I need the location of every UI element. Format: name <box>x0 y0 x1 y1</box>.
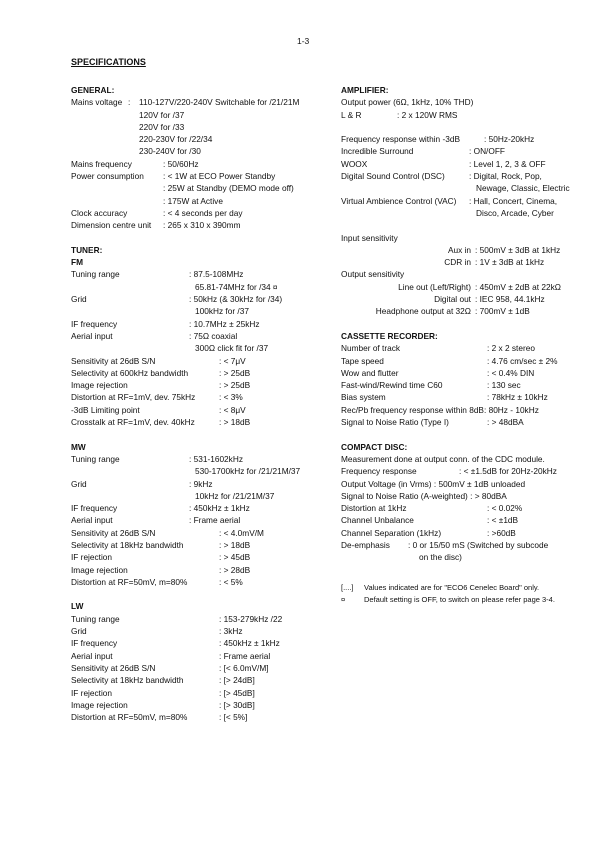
spec-value: : IEC 958, 44.1kHz <box>475 294 545 305</box>
spec-label: Distortion at 1kHz <box>341 503 407 514</box>
spec-label: Distortion at RF=50mV, m=80% <box>71 712 188 723</box>
spec-value: : < ±1dB <box>487 515 519 526</box>
spec-value: : 25W at Standby (DEMO mode off) <box>163 183 294 194</box>
spec-value: : 87.5-108MHz <box>189 269 244 280</box>
spec-value: : > 25dB <box>219 380 251 391</box>
spec-value: : 0 or 15/50 mS (Switched by subcode <box>408 539 549 550</box>
spec-label: Aux in <box>447 244 471 255</box>
footnote-mark: [....] <box>341 582 354 592</box>
spec-value: : Hall, Concert, Cinema, <box>469 195 558 206</box>
spec-value: 530-1700kHz for /21/21M/37 <box>195 466 301 477</box>
spec-label: Distortion at RF=50mV, m=80% <box>71 576 188 587</box>
spec-label: Aerial input <box>71 330 113 341</box>
spec-label: Grid <box>71 626 87 637</box>
spec-label: Power consumption <box>71 171 144 182</box>
spec-value: : 700mV ± 1dB <box>475 306 530 317</box>
footnote <box>341 582 581 594</box>
right-column <box>341 84 581 606</box>
spec-label: Channel Separation (1kHz) <box>341 527 442 538</box>
spec-label: Clock accuracy <box>71 207 128 218</box>
spec-label: Bias system <box>341 392 386 403</box>
spec-label: Tuning range <box>71 613 120 624</box>
spec-value: : Frame aerial <box>189 515 241 526</box>
spec-value: 10kHz for /21/21M/37 <box>195 490 275 501</box>
spec-value: : 2 x 2 stereo <box>487 343 535 354</box>
output-power-text: Output power (6Ω, 1kHz, 10% THD) <box>341 97 474 108</box>
spec-label: Selectivity at 600kHz bandwidth <box>71 367 189 378</box>
spec-label: L & R <box>341 109 362 120</box>
footnote-mark: ¤ <box>341 594 346 604</box>
spec-value: : > 45dB <box>219 552 251 563</box>
spec-label: IF rejection <box>71 687 113 698</box>
spec-label: Aerial input <box>71 650 113 661</box>
spec-value: : 450kHz ± 1kHz <box>189 503 250 514</box>
spec-value: : 50Hz-20kHz <box>484 134 535 145</box>
spec-value: : > 48dBA <box>487 417 524 428</box>
footnote-text: Default setting is OFF, to switch on please refer page 3-4. <box>364 594 555 604</box>
spec-value: Disco, Arcade, Cyber <box>476 207 554 218</box>
spec-label: Headphone output at 32Ω <box>375 306 471 317</box>
mains-voltage-value: 110-127V/220-240V Switchable for /21/21M <box>139 97 300 108</box>
spec-label: IF frequency <box>71 318 118 329</box>
spec-value: : [> 45dB] <box>219 687 255 698</box>
spec-label: Image rejection <box>71 699 128 710</box>
mains-frequency-row <box>71 158 336 170</box>
spec-value: : 75Ω coaxial <box>189 330 238 341</box>
spec-label: Tuning range <box>71 453 120 464</box>
spec-label: IF frequency <box>71 638 118 649</box>
general-heading: GENERAL: <box>71 85 115 95</box>
spec-label: Sensitivity at 26dB S/N <box>71 662 156 673</box>
spec-value: : Level 1, 2, 3 & OFF <box>469 158 546 169</box>
footnote-text: Values indicated are for "ECO6 Cenelec Board" only. <box>364 582 540 592</box>
spec-label: Image rejection <box>71 380 128 391</box>
spec-label: Tuning range <box>71 269 120 280</box>
spec-label: Crosstalk at RF=1mV, dev. 40kHz <box>71 417 195 428</box>
spec-label: Tape speed <box>341 355 384 366</box>
recpb-text: Rec/Pb frequency response within 8dB: 80Hz - 10kHz <box>341 404 539 415</box>
spec-value: : 4.76 cm/sec ± 2% <box>487 355 558 366</box>
spec-value: : 50/60Hz <box>163 158 199 169</box>
spec-label: Fast-wind/Rewind time C60 <box>341 380 443 391</box>
cd-heading: COMPACT DISC: <box>341 441 408 452</box>
spec-value: : 531-1602kHz <box>189 453 243 464</box>
mains-voltage-value: 230-240V for /30 <box>139 146 201 157</box>
dimension-row <box>71 219 336 231</box>
spec-label: Line out (Left/Right) <box>398 281 471 292</box>
spec-value: : > 25dB <box>219 367 251 378</box>
spec-value: : < 4 seconds per day <box>163 207 243 218</box>
spec-value: : 9kHz <box>189 478 213 489</box>
spec-label: Digital out <box>434 294 471 305</box>
spec-value: : 78kHz ± 10kHz <box>487 392 548 403</box>
mains-voltage-sep: : <box>128 97 131 108</box>
spec-value: : Digital, Rock, Pop, <box>469 171 542 182</box>
spec-value: : >60dB <box>487 527 516 538</box>
spec-label: Selectivity at 18kHz bandwidth <box>71 539 184 550</box>
spec-value: : > 18dB <box>219 539 251 550</box>
output-voltage-text: Output Voltage (in Vrms) : 500mV ± 1dB unloaded <box>341 478 526 489</box>
spec-label: Virtual Ambience Control (VAC) <box>341 195 457 206</box>
spec-label: CDR in <box>444 257 471 268</box>
spec-label: -3dB Limiting point <box>71 404 140 415</box>
spec-value: : 153-279kHz /22 <box>219 613 283 624</box>
spec-value: : Frame aerial <box>219 650 271 661</box>
spec-label: Grid <box>71 478 87 489</box>
amplifier-heading: AMPLIFIER: <box>341 85 389 95</box>
spec-value: : 1V ± 3dB at 1kHz <box>475 257 545 268</box>
spec-value: 100kHz for /37 <box>195 306 249 317</box>
left-column <box>71 84 336 723</box>
spec-label: IF frequency <box>71 503 118 514</box>
spec-label: Sensitivity at 26dB S/N <box>71 527 156 538</box>
mw-heading: MW <box>71 441 86 452</box>
spec-label: Frequency response <box>341 466 417 477</box>
spec-label: Signal to Noise Ratio (Type I) <box>341 417 449 428</box>
page-title: SPECIFICATIONS <box>71 57 146 67</box>
spec-value: : [< 6.0mV/M] <box>219 662 269 673</box>
spec-value: : [< 5%] <box>219 712 248 723</box>
power-consumption-row <box>71 170 336 182</box>
spec-value: Newage, Classic, Electric <box>476 183 570 194</box>
spec-label: Sensitivity at 26dB S/N <box>71 355 156 366</box>
spec-value: : 50kHz (& 30kHz for /34) <box>189 294 283 305</box>
mains-voltage-label: Mains voltage <box>71 97 123 108</box>
spec-value: : 265 x 310 x 390mm <box>163 220 241 231</box>
spec-value: 65.81-74MHz for /34 ¤ <box>195 281 278 292</box>
spec-value: : 500mV ± 3dB at 1kHz <box>475 244 561 255</box>
spec-label: Aerial input <box>71 515 113 526</box>
spec-value: : < 0.4% DIN <box>487 367 535 378</box>
mains-voltage-value: 120V for /37 <box>139 109 185 120</box>
lw-heading: LW <box>71 601 84 612</box>
output-sensitivity-text: Output sensitivity <box>341 269 405 280</box>
spec-value: : 450mV ± 2dB at 22kΩ <box>475 281 561 292</box>
spec-value: : < 3% <box>219 392 243 403</box>
spec-value: : < 8μV <box>219 404 246 415</box>
spec-value: : 10.7MHz ± 25kHz <box>189 318 260 329</box>
spec-value: : [> 24dB] <box>219 675 255 686</box>
spec-value: : < 0.02% <box>487 503 523 514</box>
spec-value: 300Ω click fit for /37 <box>195 343 269 354</box>
mains-voltage-value: 220-230V for /22/34 <box>139 134 213 145</box>
tuner-heading: TUNER: <box>71 244 103 255</box>
spec-value: : < 1W at ECO Power Standby <box>163 171 276 182</box>
spec-value: : < 4.0mV/M <box>219 527 264 538</box>
spec-label: Grid <box>71 294 87 305</box>
spec-value: : 450kHz ± 1kHz <box>219 638 280 649</box>
spec-label: Channel Unbalance <box>341 515 414 526</box>
spec-value: : > 28dB <box>219 564 251 575</box>
fm-heading: FM <box>71 257 83 268</box>
spec-label: Mains frequency <box>71 158 132 169</box>
spec-label: Image rejection <box>71 564 128 575</box>
spec-value: : < ±1.5dB for 20Hz-20kHz <box>459 466 557 477</box>
spec-label: IF rejection <box>71 552 113 563</box>
mains-voltage-value: 220V for /33 <box>139 121 185 132</box>
input-sensitivity-text: Input sensitivity <box>341 232 398 243</box>
spec-value: : 130 sec <box>487 380 521 391</box>
spec-label: Frequency response within -3dB <box>341 134 460 145</box>
cassette-heading: CASSETTE RECORDER: <box>341 330 438 341</box>
footnote <box>341 594 581 606</box>
spec-label: De-emphasis <box>341 539 390 550</box>
spec-label: Distortion at RF=1mV, dev. 75kHz <box>71 392 196 403</box>
spec-label: WOOX <box>341 158 368 169</box>
spec-value: : ON/OFF <box>469 146 505 157</box>
spec-value: : 175W at Active <box>163 195 223 206</box>
mains-voltage-row <box>71 96 336 108</box>
spec-value: : 3kHz <box>219 626 243 637</box>
spec-value: : < 5% <box>219 576 243 587</box>
measurement-text: Measurement done at output conn. of the CDC module. <box>341 453 545 464</box>
spec-label: Digital Sound Control (DSC) <box>341 171 445 182</box>
spec-value: : > 18dB <box>219 417 251 428</box>
cd-snr-text: Signal to Noise Ratio (A-weighted) : > 80dBA <box>341 490 507 501</box>
spec-label: Dimension centre unit <box>71 220 152 231</box>
spec-label: Number of track <box>341 343 401 354</box>
spec-value: : < 7μV <box>219 355 246 366</box>
spec-label: Incredible Surround <box>341 146 414 157</box>
spec-value: : [> 30dB] <box>219 699 255 710</box>
spec-value: on the disc) <box>419 552 462 563</box>
spec-label: Selectivity at 18kHz bandwidth <box>71 675 184 686</box>
spec-label: Wow and flutter <box>341 367 399 378</box>
spec-value: : 2 x 120W RMS <box>397 109 458 120</box>
clock-accuracy-row <box>71 207 336 219</box>
page-number: 1-3 <box>297 36 310 46</box>
